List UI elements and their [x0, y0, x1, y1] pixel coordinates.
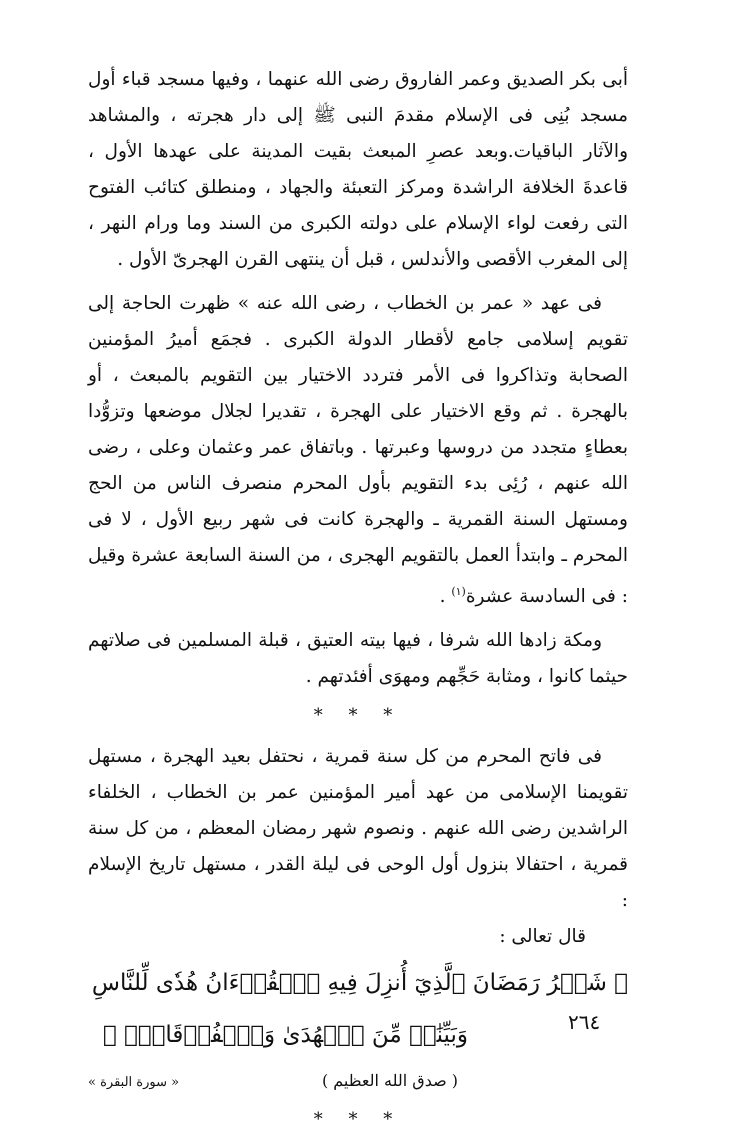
section-separator-2: * * *: [313, 1109, 403, 1131]
sadaq-text: ( صدق الله العظيم ): [321, 1071, 458, 1091]
quran-line-1: ﴿ شَهۡرُ رَمَضَانَ ٱلَّذِيٓ أُنزِلَ فِيهِ ٱلۡقُرۡءَانُ هُدٗى لِّلنَّاسِ: [91, 970, 628, 997]
paragraph-2-end: .: [439, 586, 452, 608]
paragraph-1: أبى بكر الصديق وعمر الفاروق رضى الله عنهما ، وفيها مسجد قباء أول مسجد بُنِى فى الإسلام مقدمَ النبى ﷺ إلى دار هجرته ، والمشاهد والآثار الباقيات.وبعد عصرِ المبعث بقيت المدينة على عهدها الأول ، قاعدةَ الخلافة الراشدة ومركز التعبئة والجهاد ، ومنطلق كتائب الفتوح التى رفعت لواء الإسلام على دولته الكبرى من السند وما ورام النهر ، إلى المغرب الأقصى والأندلس ، قبل أن ينتهى القرن الهجرىّ الأول .: [88, 69, 628, 270]
paragraph-3: ومكة زادها الله شرفا ، فيها بيته العتيق ، قبلة المسلمين فى صلاتهم حيثما كانوا ، ومثابة حَجِّهم ومهوَى أفئدتهم .: [88, 630, 628, 688]
surah-name: « سورة البقرة »: [88, 1075, 180, 1091]
section-separator: * * *: [313, 705, 403, 727]
quran-line-2: وَبَيِّنَٰتٖ مِّنَ ٱلۡهُدَىٰ وَٱلۡفُرۡقَانِۚ ﴾: [102, 1022, 468, 1049]
footnote-marker[interactable]: (١): [451, 585, 466, 598]
paragraph-2-text: فى عهد « عمر بن الخطاب ، رضى الله عنه » ظهرت الحاجة إلى تقويم إسلامى جامع لأقطار الدولة الكبرى . فجمَع أميرُ المؤمنين الصحابة وتذاكروا فى الأمر فتردد الاختيار بين التقويم بالمبعث ، أو بالهجرة . ثم وقع الاختيار على الهجرة ، تقديرا لجلال موضعها وتزوُّدا بعطاءٍ متجدد من دروسها وعبرتها . وباتفاق عمر وعثمان وعلى ، رضى الله عنهم ، رُئِى بدء التقويم بأول المحرم منصرف الناس من الحج ومستهل السنة القمرية ـ والهجرة كانت فى شهر ربيع الأول ، لا فى المحرم ـ وابتدأ العمل بالتقويم الهجرى ، من السنة السابعة عشرة وقيل : فى السادسة عشرة: [88, 293, 628, 608]
quote-intro: قال تعالى :: [499, 926, 586, 948]
page-number: ٢٦٤: [568, 1010, 601, 1034]
body-text: [88, 62, 628, 1143]
verse-source: [88, 1063, 628, 1099]
paragraph-2: [88, 286, 628, 615]
paragraph-4: فى فاتح المحرم من كل سنة قمرية ، نحتفل بعيد الهجرة ، مستهل تقويمنا الإسلامى من عهد أمير المؤمنين عمر بن الخطاب ، الخلفاء الراشدين رضى الله عنهم . ونصوم شهر رمضان المعظم ، من كل سنة قمرية ، احتفالا بنزول أول الوحى فى ليلة القدر ، مستهل تاريخ الإسلام :: [88, 746, 628, 912]
quran-verse: [88, 957, 628, 1061]
